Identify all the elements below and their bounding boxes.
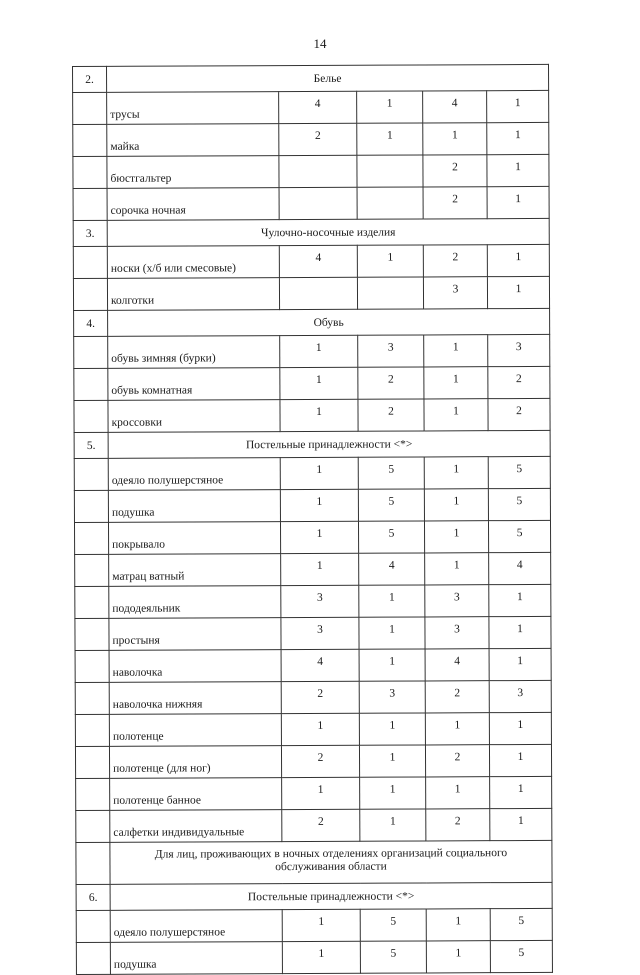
item-value: 1 — [360, 809, 426, 841]
item-value: 1 — [490, 808, 552, 840]
table-row — [75, 712, 551, 746]
item-value: 3 — [488, 334, 550, 366]
empty-number-cell — [75, 586, 109, 618]
item-name: простыня — [109, 618, 281, 651]
table-row — [76, 808, 552, 842]
section-number: 5. — [74, 432, 108, 458]
empty-number-cell — [74, 490, 108, 522]
item-name: матрац ватный — [109, 554, 281, 587]
note-row — [76, 840, 552, 884]
table-row — [75, 584, 551, 618]
item-value: 3 — [281, 617, 359, 649]
item-value: 1 — [487, 244, 549, 276]
section-number: 2. — [73, 66, 107, 92]
item-value: 1 — [282, 777, 360, 809]
item-value: 1 — [359, 617, 425, 649]
item-value: 5 — [360, 909, 426, 941]
item-value: 3 — [489, 680, 551, 712]
item-value: 4 — [279, 245, 357, 277]
item-name: обувь зимняя (бурки) — [108, 336, 280, 369]
item-value: 5 — [488, 456, 550, 488]
item-value: 3 — [425, 585, 489, 617]
item-name: трусы — [107, 92, 279, 125]
item-value: 2 — [425, 681, 489, 713]
item-name: подушка — [110, 942, 282, 975]
item-value: 1 — [423, 123, 487, 155]
table-row — [76, 776, 552, 810]
item-value: 1 — [359, 713, 425, 745]
item-value — [279, 155, 357, 187]
section-number: 3. — [73, 220, 107, 246]
item-value: 1 — [426, 941, 490, 973]
table-row — [76, 940, 552, 974]
item-value: 1 — [424, 489, 488, 521]
item-value: 2 — [279, 123, 357, 155]
table-row — [74, 488, 550, 522]
item-value: 1 — [424, 335, 488, 367]
item-name: одеяло полушерстяное — [108, 458, 280, 491]
section-number: 6. — [76, 884, 110, 910]
empty-number-cell — [75, 650, 109, 682]
section-header-row — [73, 64, 549, 92]
section-number: 4. — [74, 310, 108, 336]
note-text — [110, 840, 552, 884]
item-value: 2 — [426, 809, 490, 841]
item-value: 2 — [282, 809, 360, 841]
item-value: 3 — [359, 681, 425, 713]
empty-number-cell — [76, 778, 110, 810]
item-value: 1 — [424, 399, 488, 431]
item-value — [279, 277, 357, 309]
item-name: пододеяльник — [109, 586, 281, 619]
empty-number-cell — [76, 942, 110, 974]
item-value — [279, 187, 357, 219]
empty-number-cell — [73, 278, 107, 310]
item-name: колготки — [107, 278, 279, 311]
item-value: 1 — [280, 399, 358, 431]
item-name: полотенце банное — [110, 778, 282, 811]
item-name: майка — [107, 124, 279, 157]
note-line-2: обслуживания области — [275, 860, 387, 874]
empty-number-cell — [76, 810, 110, 842]
item-value: 5 — [490, 940, 552, 972]
item-value: 1 — [487, 186, 549, 218]
item-value — [357, 187, 423, 219]
item-value: 1 — [280, 367, 358, 399]
section-title: Чулочно-носочные изделия — [107, 218, 549, 246]
item-value: 4 — [489, 552, 551, 584]
item-value: 1 — [489, 744, 551, 776]
item-value: 1 — [424, 367, 488, 399]
empty-number-cell — [73, 92, 107, 124]
item-value: 1 — [281, 553, 359, 585]
item-value: 2 — [281, 745, 359, 777]
empty-number-cell — [73, 124, 107, 156]
item-name: покрывало — [108, 522, 280, 555]
empty-number-cell — [73, 188, 107, 220]
table-row — [76, 908, 552, 942]
norms-table — [72, 64, 553, 975]
section-header-row — [74, 430, 550, 458]
table-row — [73, 244, 549, 278]
item-name: наволочка — [109, 650, 281, 683]
item-value: 1 — [489, 616, 551, 648]
item-value: 3 — [425, 617, 489, 649]
item-value: 1 — [357, 245, 423, 277]
note-line-1: Для лиц, проживающих в ночных отделениях организаций социального — [154, 847, 508, 861]
empty-number-cell — [75, 746, 109, 778]
item-value: 2 — [425, 745, 489, 777]
table-row — [73, 186, 549, 220]
item-value: 1 — [424, 457, 488, 489]
item-value: 5 — [488, 488, 550, 520]
empty-number-cell — [74, 458, 108, 490]
item-value: 1 — [489, 648, 551, 680]
table-row — [73, 154, 549, 188]
norms-table-body — [73, 64, 553, 974]
item-value: 2 — [423, 187, 487, 219]
section-header-row — [74, 308, 550, 336]
table-row — [75, 744, 551, 778]
section-title: Постельные принадлежности <*> — [110, 882, 552, 910]
item-value: 2 — [488, 366, 550, 398]
empty-number-cell — [74, 368, 108, 400]
item-name: подушка — [108, 490, 280, 523]
empty-number-cell — [73, 246, 107, 278]
item-value: 1 — [487, 90, 549, 122]
item-value: 2 — [488, 398, 550, 430]
empty-number-cell — [73, 156, 107, 188]
section-title: Постельные принадлежности <*> — [108, 430, 550, 458]
item-value: 1 — [280, 489, 358, 521]
item-value — [357, 155, 423, 187]
item-value: 2 — [281, 681, 359, 713]
item-name: полотенце (для ног) — [109, 746, 281, 779]
item-value: 1 — [359, 649, 425, 681]
empty-number-cell — [75, 682, 109, 714]
empty-number-cell — [75, 618, 109, 650]
empty-number-cell — [74, 522, 108, 554]
table-row — [75, 648, 551, 682]
item-name: полотенце — [109, 714, 281, 747]
table-row — [75, 680, 551, 714]
page-number: 14 — [313, 36, 327, 51]
item-value: 4 — [425, 649, 489, 681]
item-name: обувь комнатная — [108, 368, 280, 401]
item-value: 5 — [358, 457, 424, 489]
table-row — [75, 552, 551, 586]
item-value: 1 — [360, 777, 426, 809]
item-value: 1 — [425, 553, 489, 585]
item-value: 4 — [281, 649, 359, 681]
item-value: 1 — [426, 777, 490, 809]
item-name: одеяло полушерстяное — [110, 910, 282, 943]
section-header-row — [73, 218, 549, 246]
item-value: 1 — [490, 776, 552, 808]
table-row — [74, 334, 550, 368]
item-name: наволочка нижняя — [109, 682, 281, 715]
empty-number-cell — [74, 400, 108, 432]
item-value: 1 — [487, 122, 549, 154]
section-title: Обувь — [108, 308, 550, 336]
item-value: 1 — [359, 745, 425, 777]
item-value: 4 — [359, 553, 425, 585]
item-value — [357, 277, 423, 309]
item-name: носки (х/б или смесовые) — [107, 246, 279, 279]
table-row — [75, 616, 551, 650]
item-value: 1 — [282, 909, 360, 941]
item-value: 5 — [358, 489, 424, 521]
item-value: 5 — [488, 520, 550, 552]
empty-number-cell — [75, 554, 109, 586]
table-row — [73, 122, 549, 156]
item-name: кроссовки — [108, 400, 280, 433]
item-value: 1 — [424, 521, 488, 553]
item-value: 1 — [487, 276, 549, 308]
item-value: 2 — [358, 399, 424, 431]
item-name: сорочка ночная — [107, 188, 279, 221]
empty-number-cell — [74, 336, 108, 368]
item-value: 4 — [279, 91, 357, 123]
item-value: 3 — [281, 585, 359, 617]
item-value: 1 — [487, 154, 549, 186]
item-value: 2 — [423, 245, 487, 277]
table-row — [74, 520, 550, 554]
item-value: 1 — [425, 713, 489, 745]
item-value: 1 — [489, 584, 551, 616]
item-value: 2 — [423, 155, 487, 187]
item-value: 5 — [358, 521, 424, 553]
item-value: 1 — [280, 457, 358, 489]
table-row — [74, 366, 550, 400]
empty-number-cell — [76, 910, 110, 942]
item-value: 1 — [280, 521, 358, 553]
table-row — [73, 276, 549, 310]
item-value: 4 — [423, 91, 487, 123]
item-value: 3 — [423, 277, 487, 309]
empty-number-cell — [76, 842, 110, 884]
item-name: бюстгальтер — [107, 156, 279, 189]
table-row — [74, 456, 550, 490]
table-row — [74, 398, 550, 432]
item-value: 1 — [281, 713, 359, 745]
item-name: салфетки индивидуальные — [110, 810, 282, 843]
section-header-row — [76, 882, 552, 910]
item-value: 1 — [357, 123, 423, 155]
item-value: 1 — [280, 335, 358, 367]
item-value: 1 — [359, 585, 425, 617]
item-value: 3 — [358, 335, 424, 367]
item-value: 1 — [489, 712, 551, 744]
item-value: 1 — [426, 909, 490, 941]
item-value: 2 — [358, 367, 424, 399]
empty-number-cell — [75, 714, 109, 746]
item-value: 5 — [490, 908, 552, 940]
section-title: Белье — [107, 64, 549, 92]
table-row — [73, 90, 549, 124]
item-value: 1 — [357, 91, 423, 123]
item-value: 5 — [360, 941, 426, 973]
item-value: 1 — [282, 941, 360, 973]
